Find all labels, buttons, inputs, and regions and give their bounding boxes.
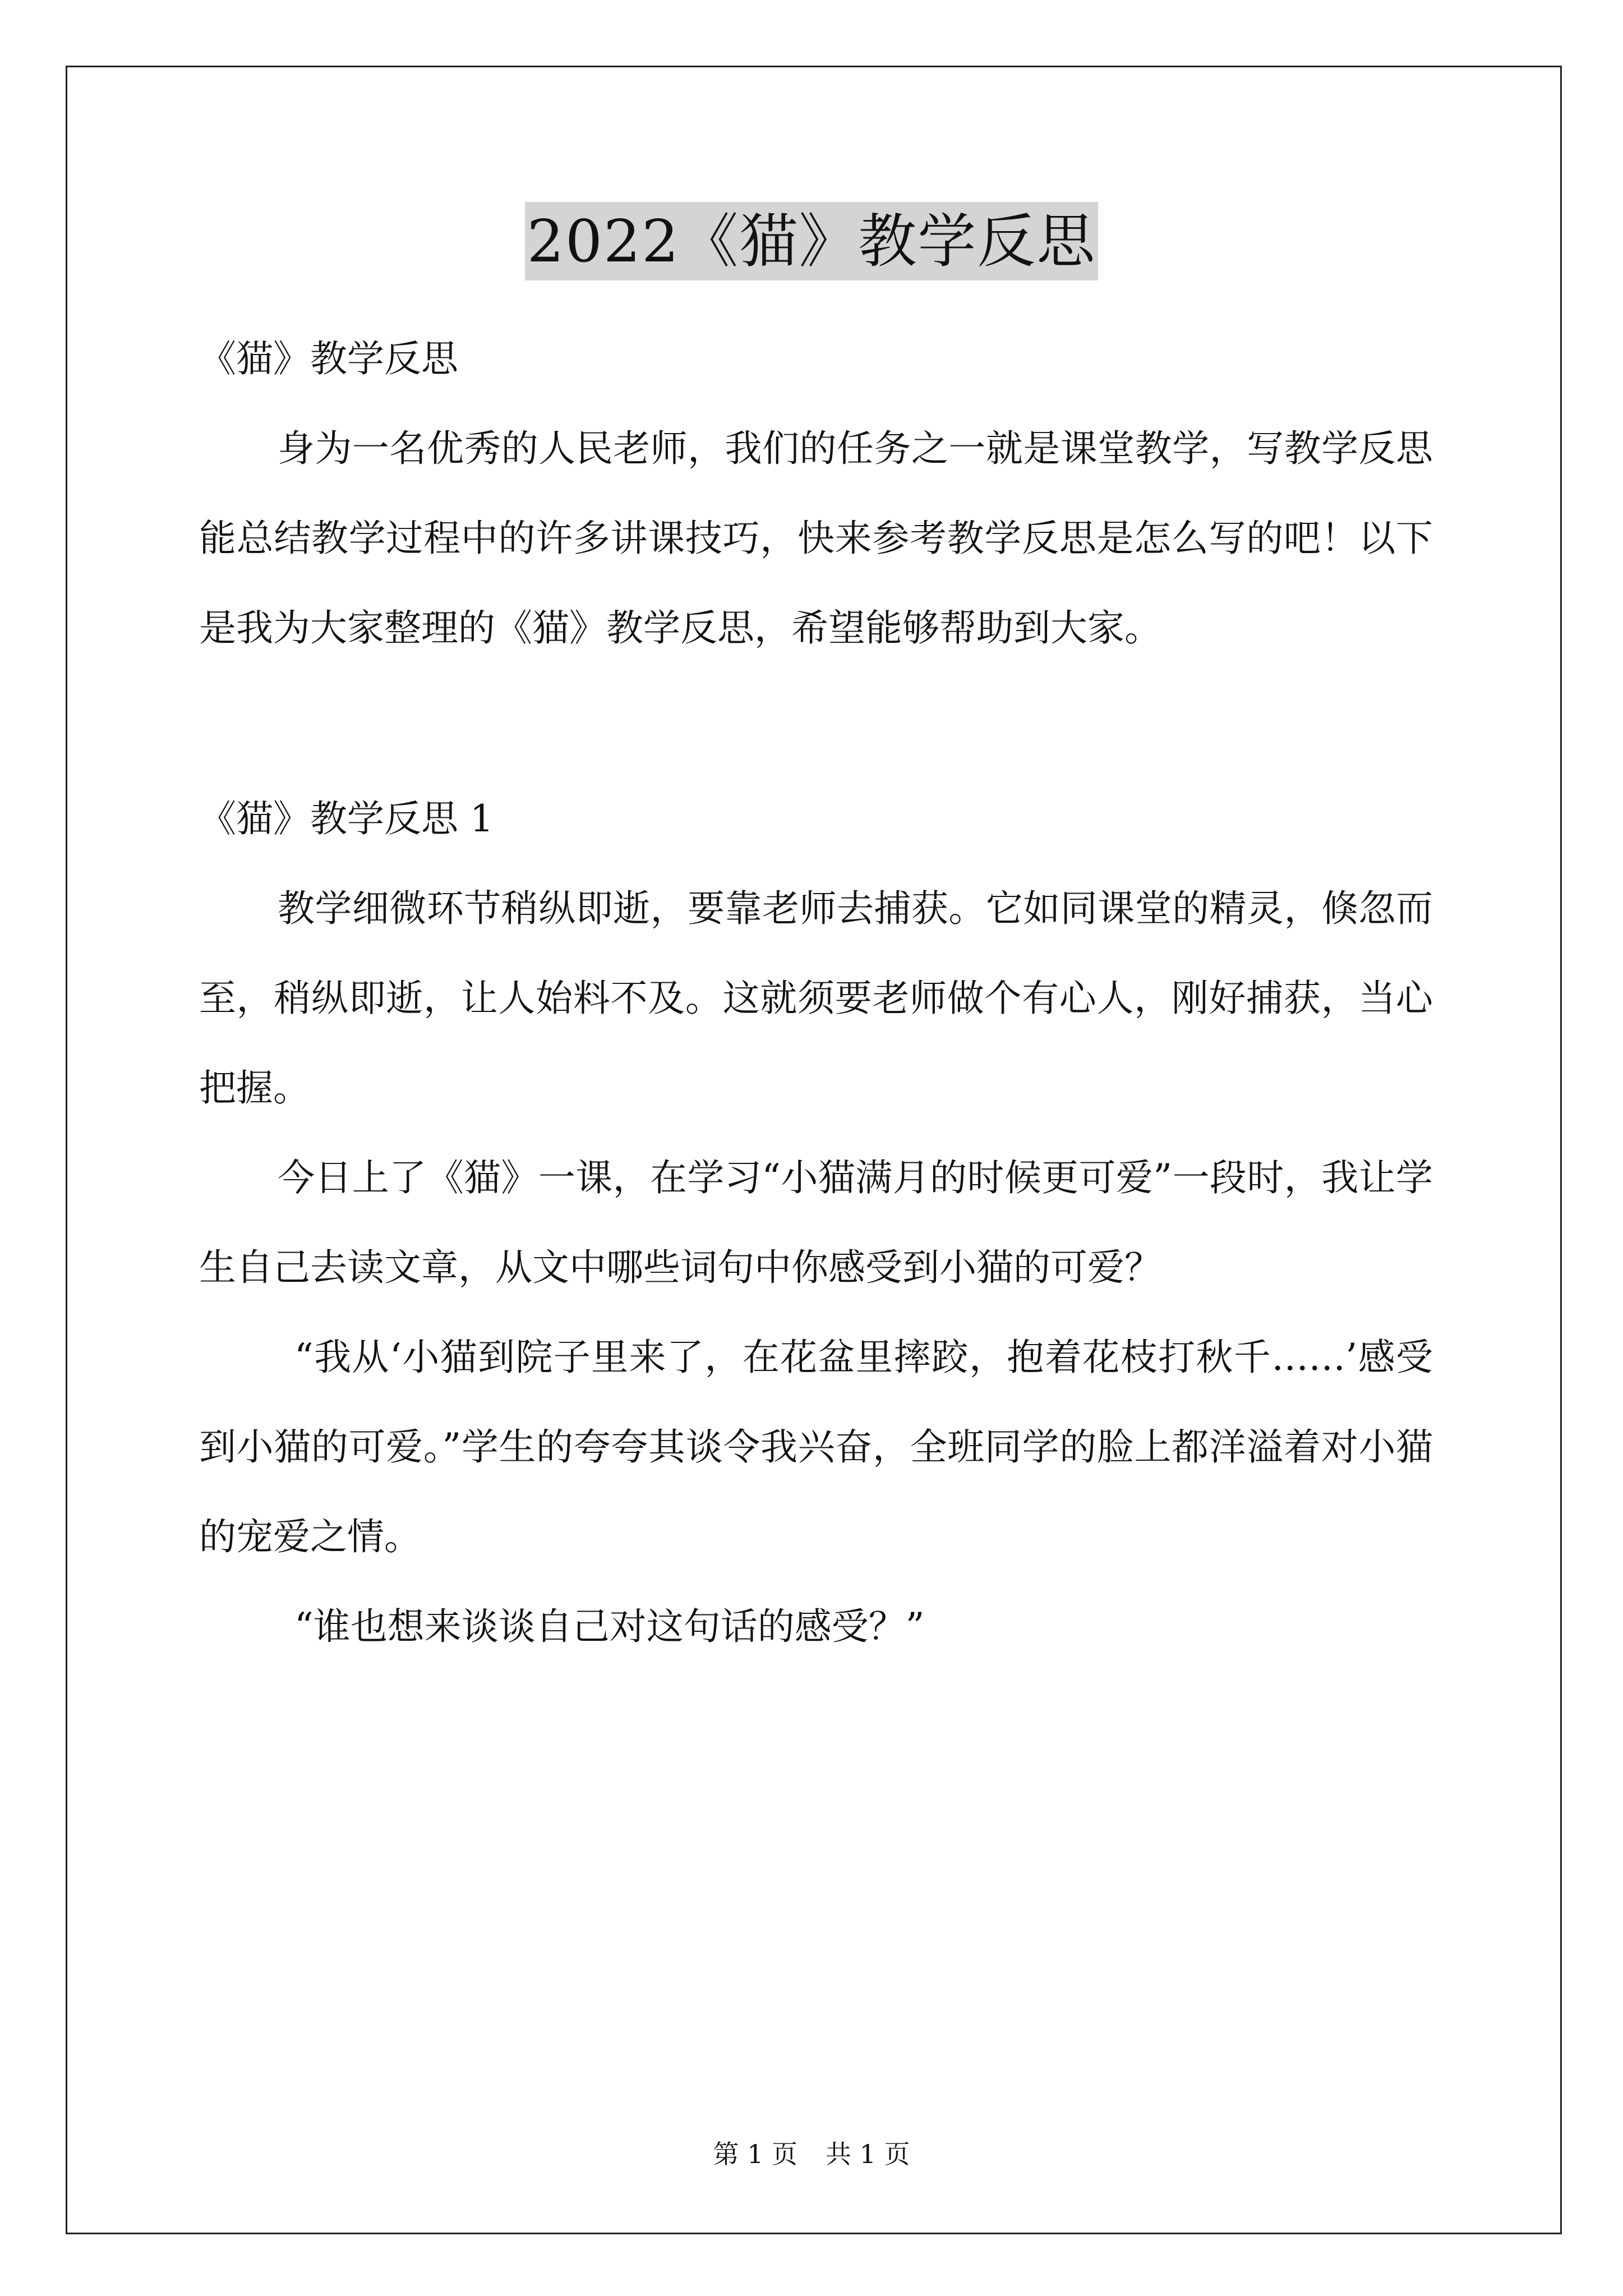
intro-paragraph: 身为一名优秀的人民老师，我们的任务之一就是课堂教学，写教学反思能总结教学过程中的许多讲课技巧，快来参考教学反思是怎么写的吧！以下是我为大家整理的《猫》教学反思，希望能够帮助到大家。 [199, 427, 1433, 650]
page-footer [0, 2137, 1623, 2171]
section1-paragraph: 教学细微环节稍纵即逝，要靠老师去捕获。它如同课堂的精灵，倏忽而至，稍纵即逝，让人始料不及。这就须要老师做个有心人，刚好捕获，当心把握。 [199, 887, 1433, 1110]
title-container [0, 202, 1623, 280]
page-number: 第 1 页 [713, 2139, 797, 2169]
section1-paragraph: “谁也想来谈谈自己对这句话的感受？” [294, 1605, 925, 1648]
document-body [199, 314, 1433, 1672]
page-total: 共 1 页 [826, 2139, 910, 2169]
intro-heading: 《猫》教学反思 [199, 337, 458, 380]
section1-paragraph: 今日上了《猫》一课，在学习“小猫满月的时候更可爱”一段时，我让学生自己去读文章，从文中哪些词句中你感受到小猫的可爱？ [199, 1156, 1433, 1289]
document-title: 2022《猫》教学反思 [525, 202, 1099, 280]
section1-paragraph: “我从‘小猫到院子里来了，在花盆里摔跤，抱着花枝打秋千……’感受到小猫的可爱。”学生的夸夸其谈令我兴奋，全班同学的脸上都洋溢着对小猫的宠爱之情。 [199, 1336, 1433, 1558]
section1-heading: 《猫》教学反思 1 [199, 797, 494, 840]
section-spacer [199, 673, 1433, 774]
